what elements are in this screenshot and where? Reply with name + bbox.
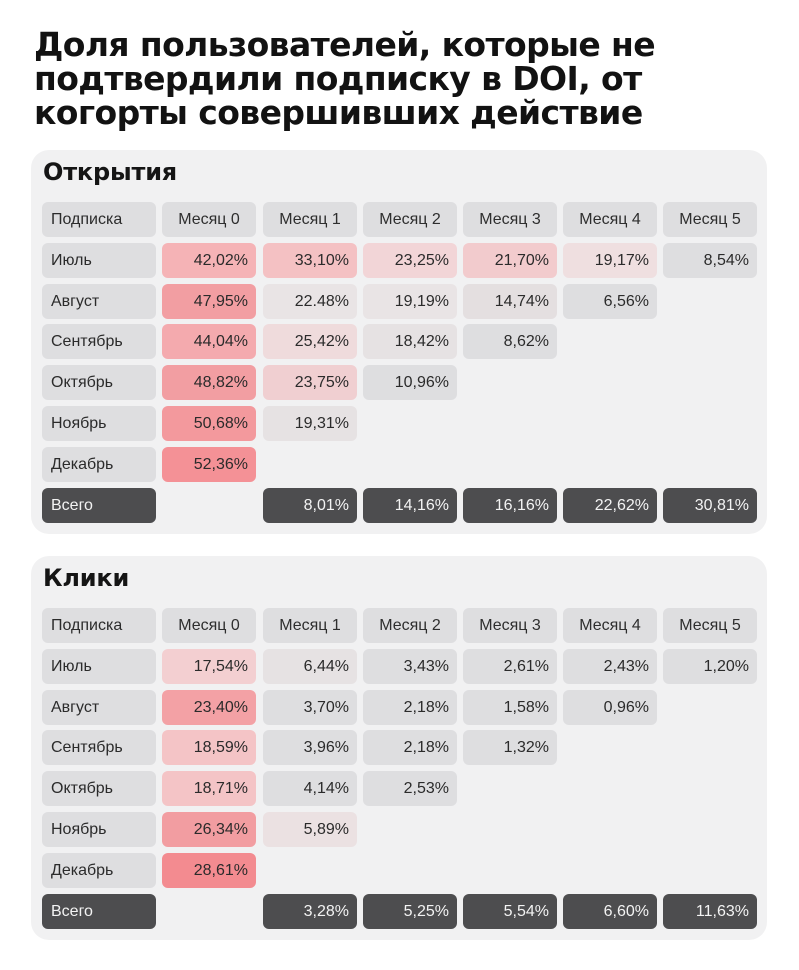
- clicks-value-cell: 2,18%: [363, 730, 457, 765]
- clicks-row-label: Ноябрь: [42, 812, 156, 847]
- title-line-2: подтвердили подписку в DOI, от: [34, 59, 642, 98]
- clicks-header-cell: Месяц 0: [162, 608, 256, 643]
- clicks-total-label: Всего: [42, 894, 156, 929]
- page-title: [34, 25, 774, 132]
- opens-total-cell: 30,81%: [663, 488, 757, 523]
- opens-value-cell: 23,75%: [263, 365, 357, 400]
- title-line-1: Доля пользователей, которые не: [34, 25, 656, 64]
- opens-value-cell: 25,42%: [263, 324, 357, 359]
- opens-header-cell: Месяц 2: [363, 202, 457, 237]
- clicks-header-cell: Месяц 1: [263, 608, 357, 643]
- clicks-value-cell: 4,14%: [263, 771, 357, 806]
- clicks-total-cell: 11,63%: [663, 894, 757, 929]
- opens-row-label: Сентябрь: [42, 324, 156, 359]
- clicks-value-cell: 1,32%: [463, 730, 557, 765]
- clicks-value-cell: 3,96%: [263, 730, 357, 765]
- opens-header-cell: Подписка: [42, 202, 156, 237]
- opens-header-cell: Месяц 5: [663, 202, 757, 237]
- clicks-total-cell: 5,25%: [363, 894, 457, 929]
- clicks-value-cell: 28,61%: [162, 853, 256, 888]
- title-line-3: когорты совершивших действие: [34, 93, 643, 132]
- clicks-value-cell: 3,70%: [263, 690, 357, 725]
- opens-total-cell: 16,16%: [463, 488, 557, 523]
- opens-value-cell: 52,36%: [162, 447, 256, 482]
- opens-value-cell: 19,17%: [563, 243, 657, 278]
- clicks-value-cell: 1,20%: [663, 649, 757, 684]
- clicks-value-cell: 2,61%: [463, 649, 557, 684]
- opens-value-cell: 10,96%: [363, 365, 457, 400]
- clicks-header-cell: Месяц 3: [463, 608, 557, 643]
- opens-header-cell: Месяц 4: [563, 202, 657, 237]
- opens-panel-title: Открытия: [43, 158, 178, 186]
- clicks-value-cell: 3,43%: [363, 649, 457, 684]
- opens-header-cell: Месяц 3: [463, 202, 557, 237]
- clicks-header-cell: Подписка: [42, 608, 156, 643]
- opens-value-cell: 6,56%: [563, 284, 657, 319]
- clicks-total-cell: 3,28%: [263, 894, 357, 929]
- clicks-header-cell: Месяц 5: [663, 608, 757, 643]
- opens-value-cell: 8,54%: [663, 243, 757, 278]
- clicks-value-cell: 2,43%: [563, 649, 657, 684]
- opens-value-cell: 19,19%: [363, 284, 457, 319]
- clicks-total-cell: 6,60%: [563, 894, 657, 929]
- opens-value-cell: 33,10%: [263, 243, 357, 278]
- clicks-value-cell: 17,54%: [162, 649, 256, 684]
- opens-row-label: Август: [42, 284, 156, 319]
- clicks-value-cell: 6,44%: [263, 649, 357, 684]
- opens-total-label: Всего: [42, 488, 156, 523]
- clicks-row-label: Октябрь: [42, 771, 156, 806]
- opens-total-cell: 22,62%: [563, 488, 657, 523]
- opens-row-label: Ноябрь: [42, 406, 156, 441]
- opens-row-label: Декабрь: [42, 447, 156, 482]
- opens-value-cell: 18,42%: [363, 324, 457, 359]
- opens-value-cell: 48,82%: [162, 365, 256, 400]
- clicks-row-label: Июль: [42, 649, 156, 684]
- clicks-value-cell: 0,96%: [563, 690, 657, 725]
- opens-header-cell: Месяц 0: [162, 202, 256, 237]
- opens-header-cell: Месяц 1: [263, 202, 357, 237]
- opens-value-cell: 21,70%: [463, 243, 557, 278]
- opens-panel: [31, 150, 767, 534]
- clicks-header-cell: Месяц 4: [563, 608, 657, 643]
- clicks-row-label: Декабрь: [42, 853, 156, 888]
- opens-row-label: Октябрь: [42, 365, 156, 400]
- opens-value-cell: 50,68%: [162, 406, 256, 441]
- clicks-value-cell: 18,71%: [162, 771, 256, 806]
- clicks-value-cell: 26,34%: [162, 812, 256, 847]
- clicks-value-cell: 2,53%: [363, 771, 457, 806]
- opens-value-cell: 42,02%: [162, 243, 256, 278]
- opens-row-label: Июль: [42, 243, 156, 278]
- clicks-row-label: Сентябрь: [42, 730, 156, 765]
- clicks-row-label: Август: [42, 690, 156, 725]
- clicks-header-cell: Месяц 2: [363, 608, 457, 643]
- clicks-total-cell: 5,54%: [463, 894, 557, 929]
- opens-value-cell: 22.48%: [263, 284, 357, 319]
- opens-total-cell: 8,01%: [263, 488, 357, 523]
- clicks-value-cell: 1,58%: [463, 690, 557, 725]
- clicks-value-cell: 5,89%: [263, 812, 357, 847]
- clicks-panel: [31, 556, 767, 940]
- opens-value-cell: 8,62%: [463, 324, 557, 359]
- clicks-value-cell: 23,40%: [162, 690, 256, 725]
- opens-value-cell: 23,25%: [363, 243, 457, 278]
- clicks-value-cell: 18,59%: [162, 730, 256, 765]
- clicks-panel-title: Клики: [43, 564, 130, 592]
- clicks-value-cell: 2,18%: [363, 690, 457, 725]
- opens-value-cell: 14,74%: [463, 284, 557, 319]
- opens-value-cell: 47,95%: [162, 284, 256, 319]
- opens-value-cell: 44,04%: [162, 324, 256, 359]
- opens-total-cell: 14,16%: [363, 488, 457, 523]
- opens-value-cell: 19,31%: [263, 406, 357, 441]
